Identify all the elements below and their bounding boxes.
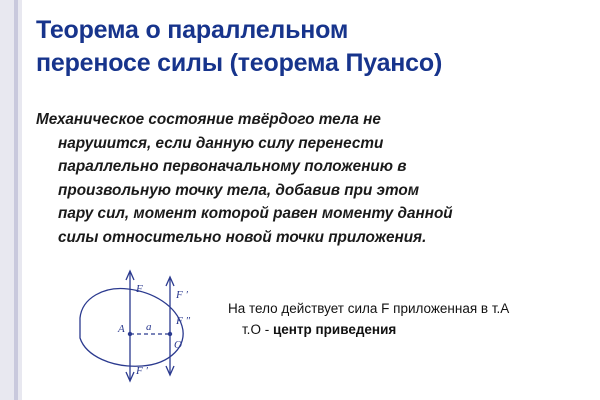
left-decorative-band [0, 0, 22, 400]
label-point-o: O [174, 339, 182, 351]
caption-line-2-plain: т.О - [242, 322, 273, 337]
label-force-top: F [136, 283, 143, 295]
caption-line-2-bold: центр приведения [272, 322, 397, 337]
label-force-double-prime: F ″ [176, 315, 191, 327]
point-o-dot [168, 332, 172, 336]
label-force-bottom: F ′ [136, 365, 148, 377]
diagram-caption [228, 298, 588, 340]
label-distance: a [146, 321, 152, 333]
diagram-svg [42, 262, 232, 392]
left-band-line [14, 0, 18, 400]
theorem-line-5: пару сил, момент которой равен моменту данной [58, 205, 453, 222]
title-line-2-parenthetical: (теорема Пуансо) [222, 49, 443, 77]
theorem-line-3: параллельно первоначальному положению в [58, 158, 407, 175]
title-line-2-bold: переносе силы [36, 49, 223, 77]
theorem-line-1: Механическое состояние твёрдого тела не [36, 111, 381, 128]
title-line-2 [36, 47, 588, 80]
force-transfer-diagram [42, 262, 232, 392]
theorem-line-4: произвольную точку тела, добавив при этом [58, 181, 420, 199]
label-point-a: A [118, 323, 125, 335]
theorem-body [36, 108, 584, 249]
theorem-line-2: нарушится, если данную силу перенести [58, 134, 384, 152]
title-line-1: Теорема о параллельном [36, 16, 349, 44]
rigid-body-outline [80, 289, 183, 367]
theorem-line-6: силы относительно новой точки приложения. [58, 228, 427, 246]
caption-line-2 [228, 319, 588, 340]
label-force-prime: F ′ [176, 289, 188, 301]
point-a-dot [128, 332, 132, 336]
page-title [36, 14, 588, 80]
caption-line-1: На тело действует сила F приложенная в т.А [228, 301, 510, 316]
